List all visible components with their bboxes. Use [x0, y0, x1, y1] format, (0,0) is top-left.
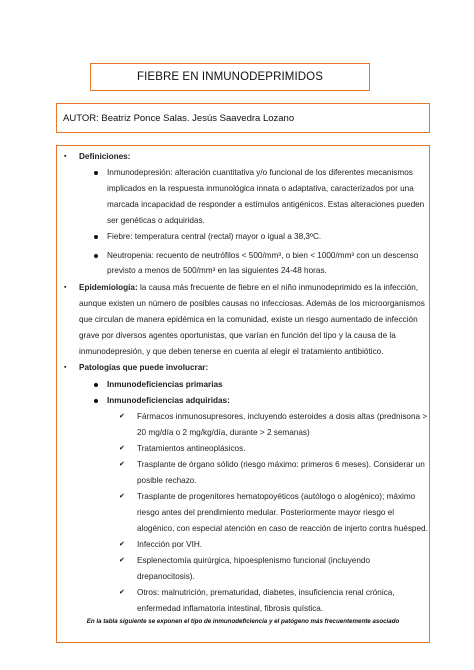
epidemiologia-text: la causa más frecuente de fiebre en el niño inmunodeprimido es la infección, [137, 283, 419, 292]
definiciones-heading: Definiciones: [79, 152, 131, 161]
trasplante-solido-line: posible rechazo. [137, 476, 197, 485]
check-bullet-icon: ✔ [119, 557, 125, 564]
epidemiologia-label: Epidemiología: [79, 283, 138, 292]
check-bullet-icon: ✔ [119, 589, 125, 596]
check-bullet-icon: ✔ [119, 461, 125, 468]
def-inmuno-line: implicados en la respuesta inmunológica innata o adaptativa, caracterizados por una [107, 184, 414, 193]
check-bullet-icon: ✔ [119, 493, 125, 500]
round-bullet-icon [94, 399, 98, 403]
epidemiologia-line: aunque existen un número de posibles causas no infecciosas. Además de los microorganismos [79, 299, 425, 308]
progenitores-line: Trasplante de progenitores hematopoyéticos (autólogo o alogénico); máximo [137, 492, 416, 501]
epidemiologia-line: grave por diversos agentes oportunistas, que varían en función del tipo y la causa de la [79, 331, 396, 340]
author-box [56, 103, 430, 133]
def-fiebre-line: Fiebre: temperatura central (rectal) mayor o igual a 38,3ºC. [107, 232, 322, 241]
trasplante-solido-line: Trasplante de órgano sólido (riesgo máximo: primeros 6 meses). Considerar un [137, 460, 425, 469]
def-neutro-line: previsto a menos de 500/mm³ en las siguientes 24-48 horas. [107, 266, 327, 275]
author-line: AUTOR: Beatriz Ponce Salas. Jesús Saavedra Lozano [63, 112, 295, 124]
round-bullet-icon [94, 235, 98, 239]
antineoplasicos-line: Tratamientos antineoplásicos. [137, 444, 246, 453]
esplenectomia-line: Esplenectomía quirúrgica, hipoesplenismo funcional (incluyendo [137, 556, 371, 565]
otros-line: Otros: malnutrición, prematuridad, diabetes, insuficiencia renal crónica, [137, 588, 395, 597]
check-bullet-icon: ✔ [119, 413, 125, 420]
otros-line: enfermedad inflamatoria intestinal, fibrosis quística. [137, 604, 324, 613]
def-inmuno-line: ser genéticas o adquiridas. [107, 216, 205, 225]
check-bullet-icon: ✔ [119, 445, 125, 452]
title-box [90, 63, 370, 91]
square-bullet-icon: ▪ [64, 284, 67, 291]
farmacos-line: Fármacos inmunosupresores, incluyendo esteroides a dosis altas (prednisona > [137, 412, 428, 421]
primarias-label: Inmunodeficiencias primarias [107, 380, 223, 389]
esplenectomia-line: drepanocitosis). [137, 572, 195, 581]
check-bullet-icon: ✔ [119, 541, 125, 548]
square-bullet-icon: ▪ [64, 364, 67, 371]
adquiridas-label: Inmunodeficiencias adquiridas: [107, 396, 230, 405]
round-bullet-icon [94, 383, 98, 387]
round-bullet-icon [94, 171, 98, 175]
vih-line: Infección por VIH. [137, 540, 203, 549]
patologias-heading: Patologías que puede involucrar: [79, 363, 209, 372]
round-bullet-icon [94, 254, 98, 258]
progenitores-line: riesgo antes del prendimiento medular. Posteriormente mayor riesgo el [137, 508, 395, 517]
document-title: FIEBRE EN INMUNODEPRIMIDOS [137, 71, 323, 83]
def-inmuno-line: marcada incapacidad de responder a estímulos antigénicos. Estas alteraciones pueden [107, 200, 425, 209]
epidemiologia-line: inmunodepresión, y que deben tenerse en cuenta al elegir el tratamiento antibiótico. [79, 347, 384, 356]
progenitores-line: alogénico, con especial atención en caso de reacción de injerto contra huésped. [137, 524, 428, 533]
square-bullet-icon: ▪ [64, 153, 67, 160]
epidemiologia-line [79, 283, 418, 293]
def-inmuno-line: Inmunodepresión: alteración cuantitativa y/o funcional de los diferentes mecanismos [107, 168, 413, 177]
def-neutro-line: Neutropenia: recuento de neutrófilos < 500/mm³, o bien < 1000/mm³ con un descenso [107, 251, 419, 260]
epidemiologia-line: que circulan de manera epidémica en la comunidad, existe un riesgo aumentado de infección [79, 315, 418, 324]
table-intro-caption: En la tabla siguiente se exponen el tipo de inmunodeficiencia y el patógeno más frecuentemente asociado [86, 618, 400, 625]
farmacos-line: 20 mg/día o 2 mg/kg/día, durante > 2 semanas) [137, 428, 310, 437]
